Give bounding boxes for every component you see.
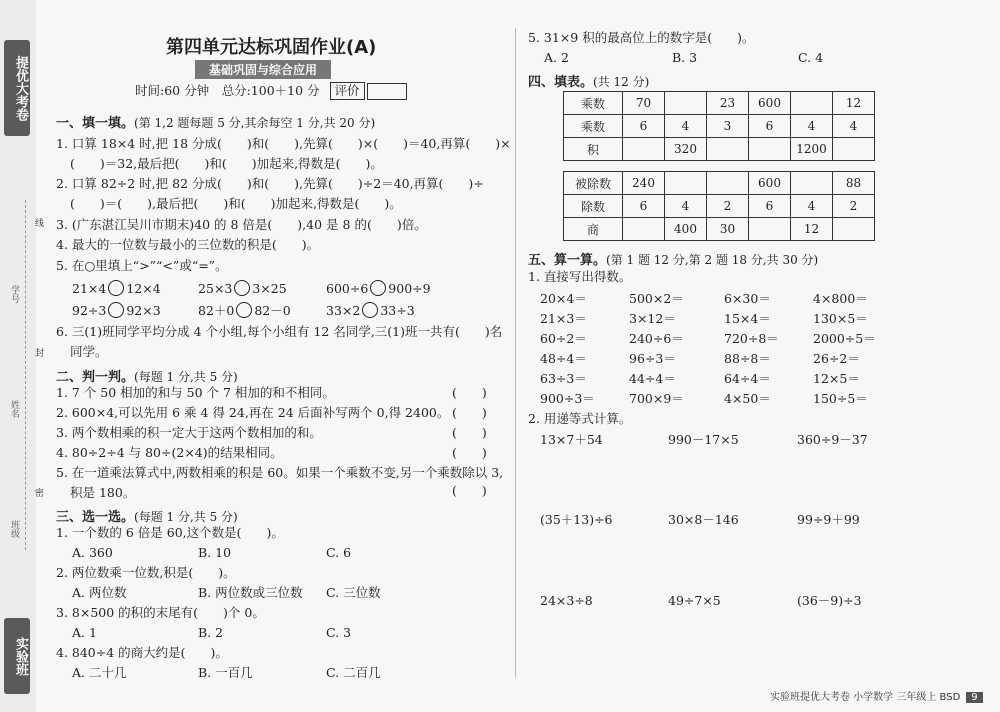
direct-calc[interactable]: 63÷3＝ <box>540 371 587 386</box>
choice-q4-a[interactable]: A. 二十几 <box>72 665 127 680</box>
s4-title: 四、填表。 <box>528 75 594 90</box>
choice-q2-c[interactable]: C. 三位数 <box>326 585 381 600</box>
judge-answer[interactable]: ( ) <box>452 405 487 420</box>
direct-calc[interactable]: 150÷5＝ <box>813 391 868 406</box>
s1-q6-a: 6. 三(1)班同学平均分成 4 个小组,每个小组有 12 名同学,三(1)班一共有( )名 <box>56 324 503 339</box>
s1-title: 一、填一填。 <box>56 116 135 131</box>
table-cell[interactable]: 6 <box>623 195 665 218</box>
grade-box[interactable] <box>367 83 407 100</box>
footer-text: 实验班提优大考卷 小学数学 三年级上 BSD <box>770 692 961 703</box>
page-title: 第四单元达标巩固作业(A) <box>166 37 377 58</box>
table-cell[interactable]: 6 <box>623 115 665 138</box>
compare-circle[interactable] <box>370 280 386 296</box>
table-cell[interactable]: 400 <box>665 218 707 241</box>
direct-calc[interactable]: 900÷3＝ <box>540 391 595 406</box>
cut-mark-1: 线 <box>35 219 45 229</box>
table-cell: 积 <box>564 138 623 161</box>
compare-circle[interactable] <box>108 280 124 296</box>
s1-line-3: 2. 口算 82÷2 时,把 82 分成( )和( ),先算( )÷2＝40,再算( )÷ <box>56 176 484 191</box>
column-divider <box>515 28 516 678</box>
compare-item: 33×2 33÷3 <box>326 303 415 318</box>
s4-note: (共 12 分) <box>593 75 650 89</box>
direct-calc[interactable]: 64÷4＝ <box>724 371 771 386</box>
table-cell[interactable]: 6 <box>749 195 791 218</box>
direct-calc[interactable]: 96÷3＝ <box>629 351 676 366</box>
compare-item: 92÷3 92×3 <box>72 303 161 318</box>
judge-item-1: 1. 7 个 50 相加的和与 50 个 7 相加的和不相同。 <box>56 385 335 400</box>
compare-circle[interactable] <box>236 302 252 318</box>
choice-q4-b[interactable]: B. 一百几 <box>198 665 253 680</box>
cut-mark-3: 密 <box>35 489 45 499</box>
choice-q1-b[interactable]: B. 10 <box>198 545 232 560</box>
table-row <box>564 115 875 138</box>
table-cell[interactable] <box>665 172 707 195</box>
judge-item-5: 5. 在一道乘法算式中,两数相乘的积是 60。如果一个乘数不变,另一个乘数除以 3, <box>56 465 504 480</box>
s5-title: 五、算一算。 <box>528 253 607 268</box>
stepwise-calc[interactable]: 13×7＋54 <box>540 432 603 447</box>
direct-calc[interactable]: 3×12＝ <box>629 311 676 326</box>
stepwise-calc[interactable]: 49÷7×5 <box>668 593 721 608</box>
table-row <box>564 92 875 115</box>
choice-q3-b[interactable]: B. 2 <box>198 625 224 640</box>
table-cell[interactable]: 1200 <box>791 138 833 161</box>
table-cell: 乘数 <box>564 92 623 115</box>
table-cell[interactable] <box>707 138 749 161</box>
direct-calc[interactable]: 26÷2＝ <box>813 351 860 366</box>
choice-q1-a[interactable]: A. 360 <box>72 545 113 560</box>
stepwise-calc[interactable]: (36－9)÷3 <box>797 593 862 608</box>
stepwise-calc[interactable]: 30×8－146 <box>668 512 739 527</box>
direct-calc[interactable]: 4×800＝ <box>813 291 868 306</box>
judge-answer[interactable]: ( ) <box>452 483 487 498</box>
table-cell[interactable]: 12 <box>791 218 833 241</box>
table-cell[interactable]: 70 <box>623 92 665 115</box>
s5-sub1: 1. 直接写出得数。 <box>528 269 632 284</box>
table-cell: 被除数 <box>564 172 623 195</box>
judge-item-3: 3. 两个数相乘的积一定大于这两个数相加的和。 <box>56 425 322 440</box>
direct-calc[interactable]: 720÷8＝ <box>724 331 779 346</box>
s1-line-6: 4. 最大的一位数与最小的三位数的积是( )。 <box>56 237 320 252</box>
table-cell[interactable] <box>749 218 791 241</box>
table-cell[interactable]: 6 <box>749 115 791 138</box>
s5-sub2: 2. 用递等式计算。 <box>528 411 632 426</box>
direct-calc[interactable]: 240÷6＝ <box>629 331 684 346</box>
table-cell[interactable] <box>623 138 665 161</box>
direct-calc[interactable]: 700×9＝ <box>629 391 684 406</box>
compare-item: 21×4 12×4 <box>72 281 161 296</box>
section-3-heading <box>56 506 238 525</box>
compare-item: 600÷6 900÷9 <box>326 281 431 296</box>
compare-item: 25×3 3×25 <box>198 281 287 296</box>
direct-calc[interactable]: 21×3＝ <box>540 311 587 326</box>
section-2-heading <box>56 366 238 385</box>
choice-q4: 4. 840÷4 的商大约是( )。 <box>56 645 228 660</box>
direct-calc[interactable]: 44÷4＝ <box>629 371 676 386</box>
direct-calc[interactable]: 2000÷5＝ <box>813 331 876 346</box>
s1-line-7: 5. 在○里填上“>”“<”或“=”。 <box>56 258 228 273</box>
table-cell[interactable]: 4 <box>665 195 707 218</box>
field-class: 班级 <box>9 520 19 538</box>
table-cell[interactable]: 23 <box>707 92 749 115</box>
s1-note: (第 1,2 题每题 5 分,其余每空 1 分,共 20 分) <box>134 116 376 130</box>
choice-q5-a[interactable]: A. 2 <box>544 50 569 65</box>
s1-line-2: ( )＝32,最后把( )和( )加起来,得数是( )。 <box>70 156 383 171</box>
compare-circle[interactable] <box>362 302 378 318</box>
cut-mark-2: 封 <box>35 349 45 359</box>
table-cell: 商 <box>564 218 623 241</box>
s1-line-1: 1. 口算 18×4 时,把 18 分成( )和( ),先算( )×( )＝40,再算( )× <box>56 136 511 151</box>
choice-q2-a[interactable]: A. 两位数 <box>72 585 127 600</box>
table-cell[interactable] <box>833 218 875 241</box>
side-strip <box>0 0 36 712</box>
table-cell[interactable] <box>623 218 665 241</box>
judge-item-4: 4. 80÷2÷4 与 80÷(2×4)的结果相同。 <box>56 445 283 460</box>
direct-calc[interactable]: 4×50＝ <box>724 391 771 406</box>
choice-q3-c[interactable]: C. 3 <box>326 625 352 640</box>
table-cell[interactable]: 4 <box>665 115 707 138</box>
direct-calc[interactable]: 12×5＝ <box>813 371 860 386</box>
table-cell: 乘数 <box>564 115 623 138</box>
brand-top: 提优大考卷 <box>4 40 30 136</box>
table-row <box>564 195 875 218</box>
divide-table <box>563 171 875 241</box>
table-cell[interactable] <box>791 92 833 115</box>
table-cell[interactable]: 2 <box>707 195 749 218</box>
compare-circle[interactable] <box>234 280 250 296</box>
table-cell[interactable]: 4 <box>791 195 833 218</box>
direct-calc[interactable]: 20×4＝ <box>540 291 587 306</box>
direct-calc[interactable]: 88÷8＝ <box>724 351 771 366</box>
multiply-table <box>563 91 875 161</box>
table-row <box>564 172 875 195</box>
table-cell: 除数 <box>564 195 623 218</box>
compare-circle[interactable] <box>108 302 124 318</box>
direct-calc[interactable]: 48÷4＝ <box>540 351 587 366</box>
s3-note: (每题 1 分,共 5 分) <box>134 510 238 524</box>
judge-answer[interactable]: ( ) <box>452 385 487 400</box>
table-row <box>564 138 875 161</box>
choice-q2-b[interactable]: B. 两位数或三位数 <box>198 585 303 600</box>
section-4-heading <box>528 71 649 90</box>
direct-calc[interactable]: 15×4＝ <box>724 311 771 326</box>
table-cell[interactable]: 600 <box>749 172 791 195</box>
s1-line-5: 3. (广东湛江吴川市期末)40 的 8 倍是( ),40 是 8 的( )倍。 <box>56 217 427 232</box>
table-cell[interactable] <box>665 92 707 115</box>
direct-calc[interactable]: 130×5＝ <box>813 311 868 326</box>
table-cell[interactable]: 4 <box>791 115 833 138</box>
brand-bottom: 实验班 <box>4 618 30 694</box>
section-1-heading <box>56 112 375 131</box>
table-cell[interactable]: 4 <box>833 115 875 138</box>
choice-q2: 2. 两位数乘一位数,积是( )。 <box>56 565 236 580</box>
page-footer <box>770 688 983 703</box>
table-cell[interactable]: 12 <box>833 92 875 115</box>
stepwise-calc[interactable]: 360÷9－37 <box>797 432 868 447</box>
choice-q1: 1. 一个数的 6 倍是 60,这个数是( )。 <box>56 525 284 540</box>
choice-q3: 3. 8×500 的积的末尾有( )个 0。 <box>56 605 265 620</box>
section-5-heading <box>528 249 818 268</box>
field-student-id: 学号 <box>9 285 19 303</box>
s2-title: 二、判一判。 <box>56 370 135 385</box>
grade-label: 评价 <box>330 82 365 100</box>
s3-title: 三、选一选。 <box>56 510 135 525</box>
table-cell[interactable] <box>833 138 875 161</box>
s1-line-4: ( )＝( ),最后把( )和( )加起来,得数是( )。 <box>70 196 402 211</box>
page-subtitle: 基础巩固与综合应用 <box>195 60 331 79</box>
table-cell[interactable]: 3 <box>707 115 749 138</box>
table-row <box>564 218 875 241</box>
s1-q6-b: 同学。 <box>70 344 108 359</box>
stepwise-calc[interactable]: 24×3÷8 <box>540 593 593 608</box>
meta-text: 时间:60 分钟 总分:100＋10 分 <box>135 83 320 98</box>
cut-line <box>25 200 26 550</box>
direct-calc[interactable]: 60÷2＝ <box>540 331 587 346</box>
judge-item-2: 2. 600×4,可以先用 6 乘 4 得 24,再在 24 后面补写两个 0,得 2400。 <box>56 405 450 420</box>
table-cell[interactable]: 320 <box>665 138 707 161</box>
direct-calc[interactable]: 6×30＝ <box>724 291 771 306</box>
judge-item-5b: 积是 180。 <box>70 485 136 500</box>
judge-answer[interactable]: ( ) <box>452 445 487 460</box>
choice-q5-c[interactable]: C. 4 <box>798 50 824 65</box>
choice-q4-c[interactable]: C. 二百几 <box>326 665 381 680</box>
direct-calc[interactable]: 500×2＝ <box>629 291 684 306</box>
stepwise-calc[interactable]: 990－17×5 <box>668 432 739 447</box>
choice-q3-a[interactable]: A. 1 <box>72 625 97 640</box>
table-cell[interactable] <box>707 172 749 195</box>
table-cell[interactable]: 30 <box>707 218 749 241</box>
table-cell[interactable]: 2 <box>833 195 875 218</box>
s2-note: (每题 1 分,共 5 分) <box>134 370 238 384</box>
table-cell[interactable] <box>791 172 833 195</box>
page-number: 9 <box>966 692 982 703</box>
time-score-meta <box>135 82 407 100</box>
judge-answer[interactable]: ( ) <box>452 425 487 440</box>
table-cell[interactable] <box>749 138 791 161</box>
compare-item: 82＋0 82－0 <box>198 303 291 318</box>
s5-note: (第 1 题 12 分,第 2 题 18 分,共 30 分) <box>606 253 819 267</box>
stepwise-calc[interactable]: (35＋13)÷6 <box>540 512 613 527</box>
choice-q1-c[interactable]: C. 6 <box>326 545 352 560</box>
choice-q5: 5. 31×9 积的最高位上的数字是( )。 <box>528 30 755 45</box>
field-name: 姓名 <box>9 400 19 418</box>
table-cell[interactable]: 88 <box>833 172 875 195</box>
table-cell[interactable]: 600 <box>749 92 791 115</box>
table-cell[interactable]: 240 <box>623 172 665 195</box>
stepwise-calc[interactable]: 99÷9＋99 <box>797 512 860 527</box>
choice-q5-b[interactable]: B. 3 <box>672 50 698 65</box>
